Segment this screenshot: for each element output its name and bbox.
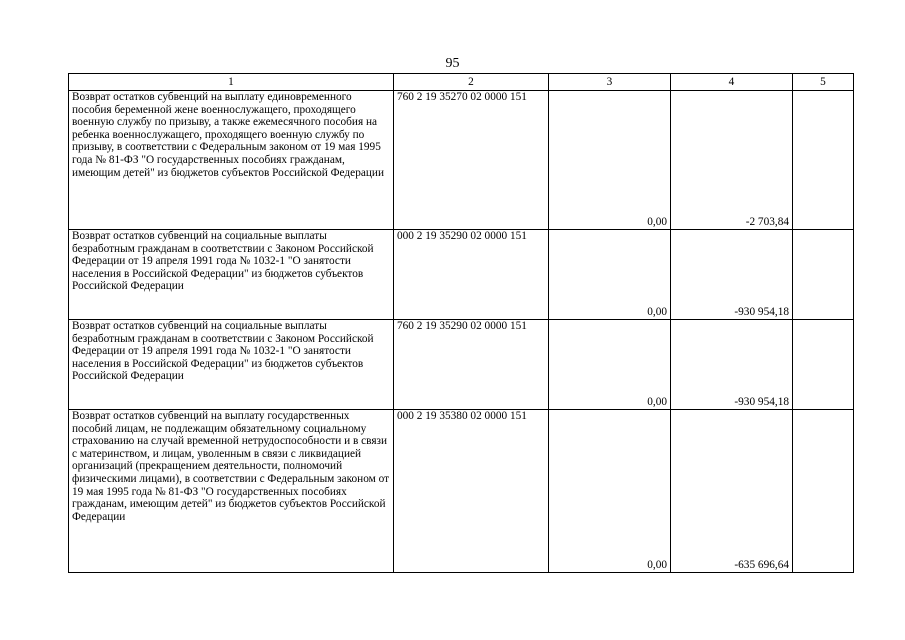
header-row bbox=[69, 74, 854, 91]
row-code: 000 2 19 35290 02 0000 151 bbox=[394, 230, 549, 320]
row-description: Возврат остатков субвенций на выплату единовременного пособия беременной жене военнослужащего, проходящего военную службу по призыву, а также ежемесячного пособия на ребенка военнослужащего, проходящего военную службу по призыву, в соответствии с Федеральным законом от 19 мая 1995 года № 81-ФЗ "О государственных пособиях гражданам, имеющим детей" из бюджетов субъектов Российской Федерации bbox=[69, 91, 394, 230]
row-value-col5 bbox=[793, 91, 854, 230]
table-row bbox=[69, 320, 854, 410]
page-number: 95 bbox=[445, 56, 460, 71]
table-row bbox=[69, 91, 854, 230]
header-col-5: 5 bbox=[793, 74, 854, 91]
row-value-col4: -635 696,64 bbox=[671, 410, 793, 573]
row-code: 000 2 19 35380 02 0000 151 bbox=[394, 410, 549, 573]
row-value-col5 bbox=[793, 230, 854, 320]
row-value-col3: 0,00 bbox=[549, 230, 671, 320]
row-value-col4: -2 703,84 bbox=[671, 91, 793, 230]
row-description: Возврат остатков субвенций на социальные выплаты безработным гражданам в соответствии с Законом Российской Федерации от 19 апреля 1991 года № 1032-1 "О занятости населения в Российской Федерации" из бюджетов субъектов Российской Федерации bbox=[69, 320, 394, 410]
row-value-col3: 0,00 bbox=[549, 410, 671, 573]
row-value-col4: -930 954,18 bbox=[671, 320, 793, 410]
row-value-col5 bbox=[793, 410, 854, 573]
header-col-1: 1 bbox=[69, 74, 394, 91]
row-description: Возврат остатков субвенций на выплату государственных пособий лицам, не подлежащим обязательному социальному страхованию на случай временной нетрудоспособности и в связи с материнством, и лицам, уволенным в связи с ликвидацией организаций (прекращением деятельности, полномочий физическими лицами), в соответствии с Федеральным законом от 19 мая 1995 года № 81-ФЗ "О государственных пособиях гражданам, имеющим детей" из бюджетов субъектов Российской Федерации bbox=[69, 410, 394, 573]
budget-table bbox=[68, 73, 854, 573]
header-col-2: 2 bbox=[394, 74, 549, 91]
table-row bbox=[69, 230, 854, 320]
row-description: Возврат остатков субвенций на социальные выплаты безработным гражданам в соответствии с Законом Российской Федерации от 19 апреля 1991 года № 1032-1 "О занятости населения в Российской Федерации" из бюджетов субъектов Российской Федерации bbox=[69, 230, 394, 320]
table-row bbox=[69, 410, 854, 573]
row-value-col4: -930 954,18 bbox=[671, 230, 793, 320]
row-code: 760 2 19 35290 02 0000 151 bbox=[394, 320, 549, 410]
row-value-col5 bbox=[793, 320, 854, 410]
row-code: 760 2 19 35270 02 0000 151 bbox=[394, 91, 549, 230]
row-value-col3: 0,00 bbox=[549, 91, 671, 230]
header-col-3: 3 bbox=[549, 74, 671, 91]
row-value-col3: 0,00 bbox=[549, 320, 671, 410]
header-col-4: 4 bbox=[671, 74, 793, 91]
